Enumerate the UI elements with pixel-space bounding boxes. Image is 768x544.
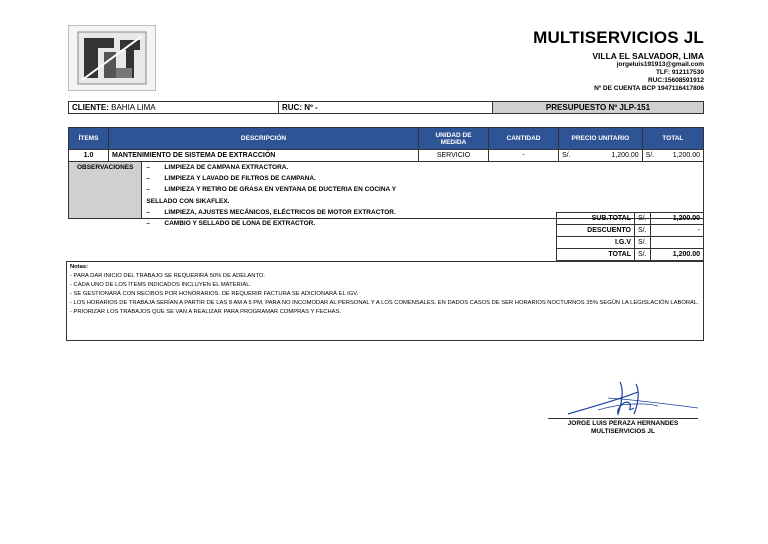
row-item: 1.0	[69, 150, 109, 162]
handwritten-signature	[548, 378, 698, 418]
total-label: TOTAL	[557, 249, 635, 261]
discount-label: DESCUENTO	[557, 225, 635, 237]
discount-row	[557, 225, 704, 237]
company-phone: TLF: 912117530	[655, 69, 704, 76]
total-row	[557, 249, 704, 261]
row-description: MANTENIMIENTO DE SISTEMA DE EXTRACCIÓN	[109, 150, 419, 162]
row-unit-price: 1,200.00	[579, 150, 643, 162]
igv-label: I.G.V	[557, 237, 635, 249]
observations-list	[142, 162, 418, 228]
igv-value	[651, 237, 704, 249]
quote-number: PRESUPUESTO Nº JLP-151	[493, 102, 704, 114]
totals-table	[556, 212, 704, 261]
total-currency: S/.	[635, 249, 651, 261]
company-logo	[68, 25, 156, 91]
client-header	[68, 101, 704, 114]
client-value: BAHIA LIMA	[111, 103, 156, 112]
note-item: - LOS HORARIOS DE TRABAJA SERÍAN A PARTIR DE LAS 8 AM A 5 PM. PARA NO INCOMODAR AL PERSONAL Y A LOS COMENSALES. EN DADOS CASOS DE SER HORARIOS NOCTURNOS 35% SEGÚN LA LEGISLACIÓN LABORAL.	[70, 299, 699, 306]
notes-title: Notas:	[70, 264, 89, 270]
company-email: jorgeluis191913@gmail.com	[616, 61, 704, 68]
col-description: DESCRIPCIÓN	[109, 128, 419, 150]
company-ruc: RUC:15608591912	[647, 77, 704, 84]
col-items: ÍTEMS	[69, 128, 109, 150]
observation-item: – LIMPIEZA Y LAVADO DE FILTROS DE CAMPANA.	[146, 173, 418, 184]
subtotal-row	[557, 213, 704, 225]
col-unit-price: PRECIO UNITARIO	[559, 128, 643, 150]
row-unit: SERVICIO	[419, 150, 489, 162]
signature-line	[548, 418, 698, 419]
client-label: CLIENTE:	[72, 103, 109, 112]
signer-name: JORGE LUIS PERAZA HERNANDES	[567, 420, 679, 427]
col-total: TOTAL	[642, 128, 703, 150]
table-row	[69, 150, 704, 162]
observation-item: – LIMPIEZA, AJUSTES MECÁNICOS, ELÉCTRICOS DE MOTOR EXTRACTOR.	[146, 207, 418, 218]
subtotal-currency: S/.	[635, 213, 651, 225]
row-total-currency: S/.	[642, 150, 662, 162]
company-name: MULTISERVICIOS JL	[533, 28, 704, 47]
row-total: 1,200.00	[662, 150, 703, 162]
note-item: - SE GESTIONARÁ CON RECIBOS POR HONORARIOS. DE REQUERIR FACTURA SE ADICIONARÁ EL IGV.	[70, 290, 359, 297]
note-item: - CADA UNO DE LOS ÍTEMS INDICADOS INCLUYEN EL MATERIAL.	[70, 281, 252, 288]
note-item: - PRIORIZAR LOS TRABAJOS QUE SE VAN A REALIZAR PARA PROGRAMAR COMPRAS Y FECHAS.	[70, 308, 342, 315]
company-account: Nº DE CUENTA BCP 1947116417806	[594, 85, 704, 92]
row-quantity: -	[489, 150, 559, 162]
observations-row	[69, 162, 704, 219]
signer-company: MULTISERVICIOS JL	[590, 428, 656, 435]
company-address: VILLA EL SALVADOR, LIMA	[592, 51, 704, 61]
subtotal-value: 1,200.00	[651, 213, 704, 225]
col-quantity: CANTIDAD	[489, 128, 559, 150]
col-unit: UNIDAD DE MEDIDA	[419, 128, 489, 150]
logo-graphic	[76, 30, 148, 86]
note-item: - PARA DAR INICIO DEL TRABAJO SE REQUERIRÁ 50% DE ADELANTO.	[70, 272, 265, 279]
observation-item: – LIMPIEZA Y RETIRO DE GRASA EN VENTANA DE DUCTERIA EN COCINA Y SELLADO CON SIKAFLEX.	[146, 184, 418, 206]
discount-currency: S/.	[635, 225, 651, 237]
client-cell	[69, 102, 279, 114]
notes-box	[66, 261, 704, 341]
observation-item: – CAMBIO Y SELLADO DE LONA DE EXTRACTOR.	[146, 218, 418, 229]
observation-item: – LIMPIEZA DE CAMPANA EXTRACTORA.	[146, 162, 418, 173]
ruc-label: RUC: Nº -	[279, 102, 493, 114]
igv-row	[557, 237, 704, 249]
table-header-row	[69, 128, 704, 150]
items-table	[68, 127, 704, 228]
igv-currency: S/.	[635, 237, 651, 249]
total-value: 1,200.00	[651, 249, 704, 261]
company-info	[533, 28, 704, 93]
subtotal-label: SUB.TOTAL	[557, 213, 635, 225]
observations-label: OBSERVACIONES	[69, 162, 142, 218]
row-price-currency: S/.	[559, 150, 579, 162]
discount-value: -	[651, 225, 704, 237]
